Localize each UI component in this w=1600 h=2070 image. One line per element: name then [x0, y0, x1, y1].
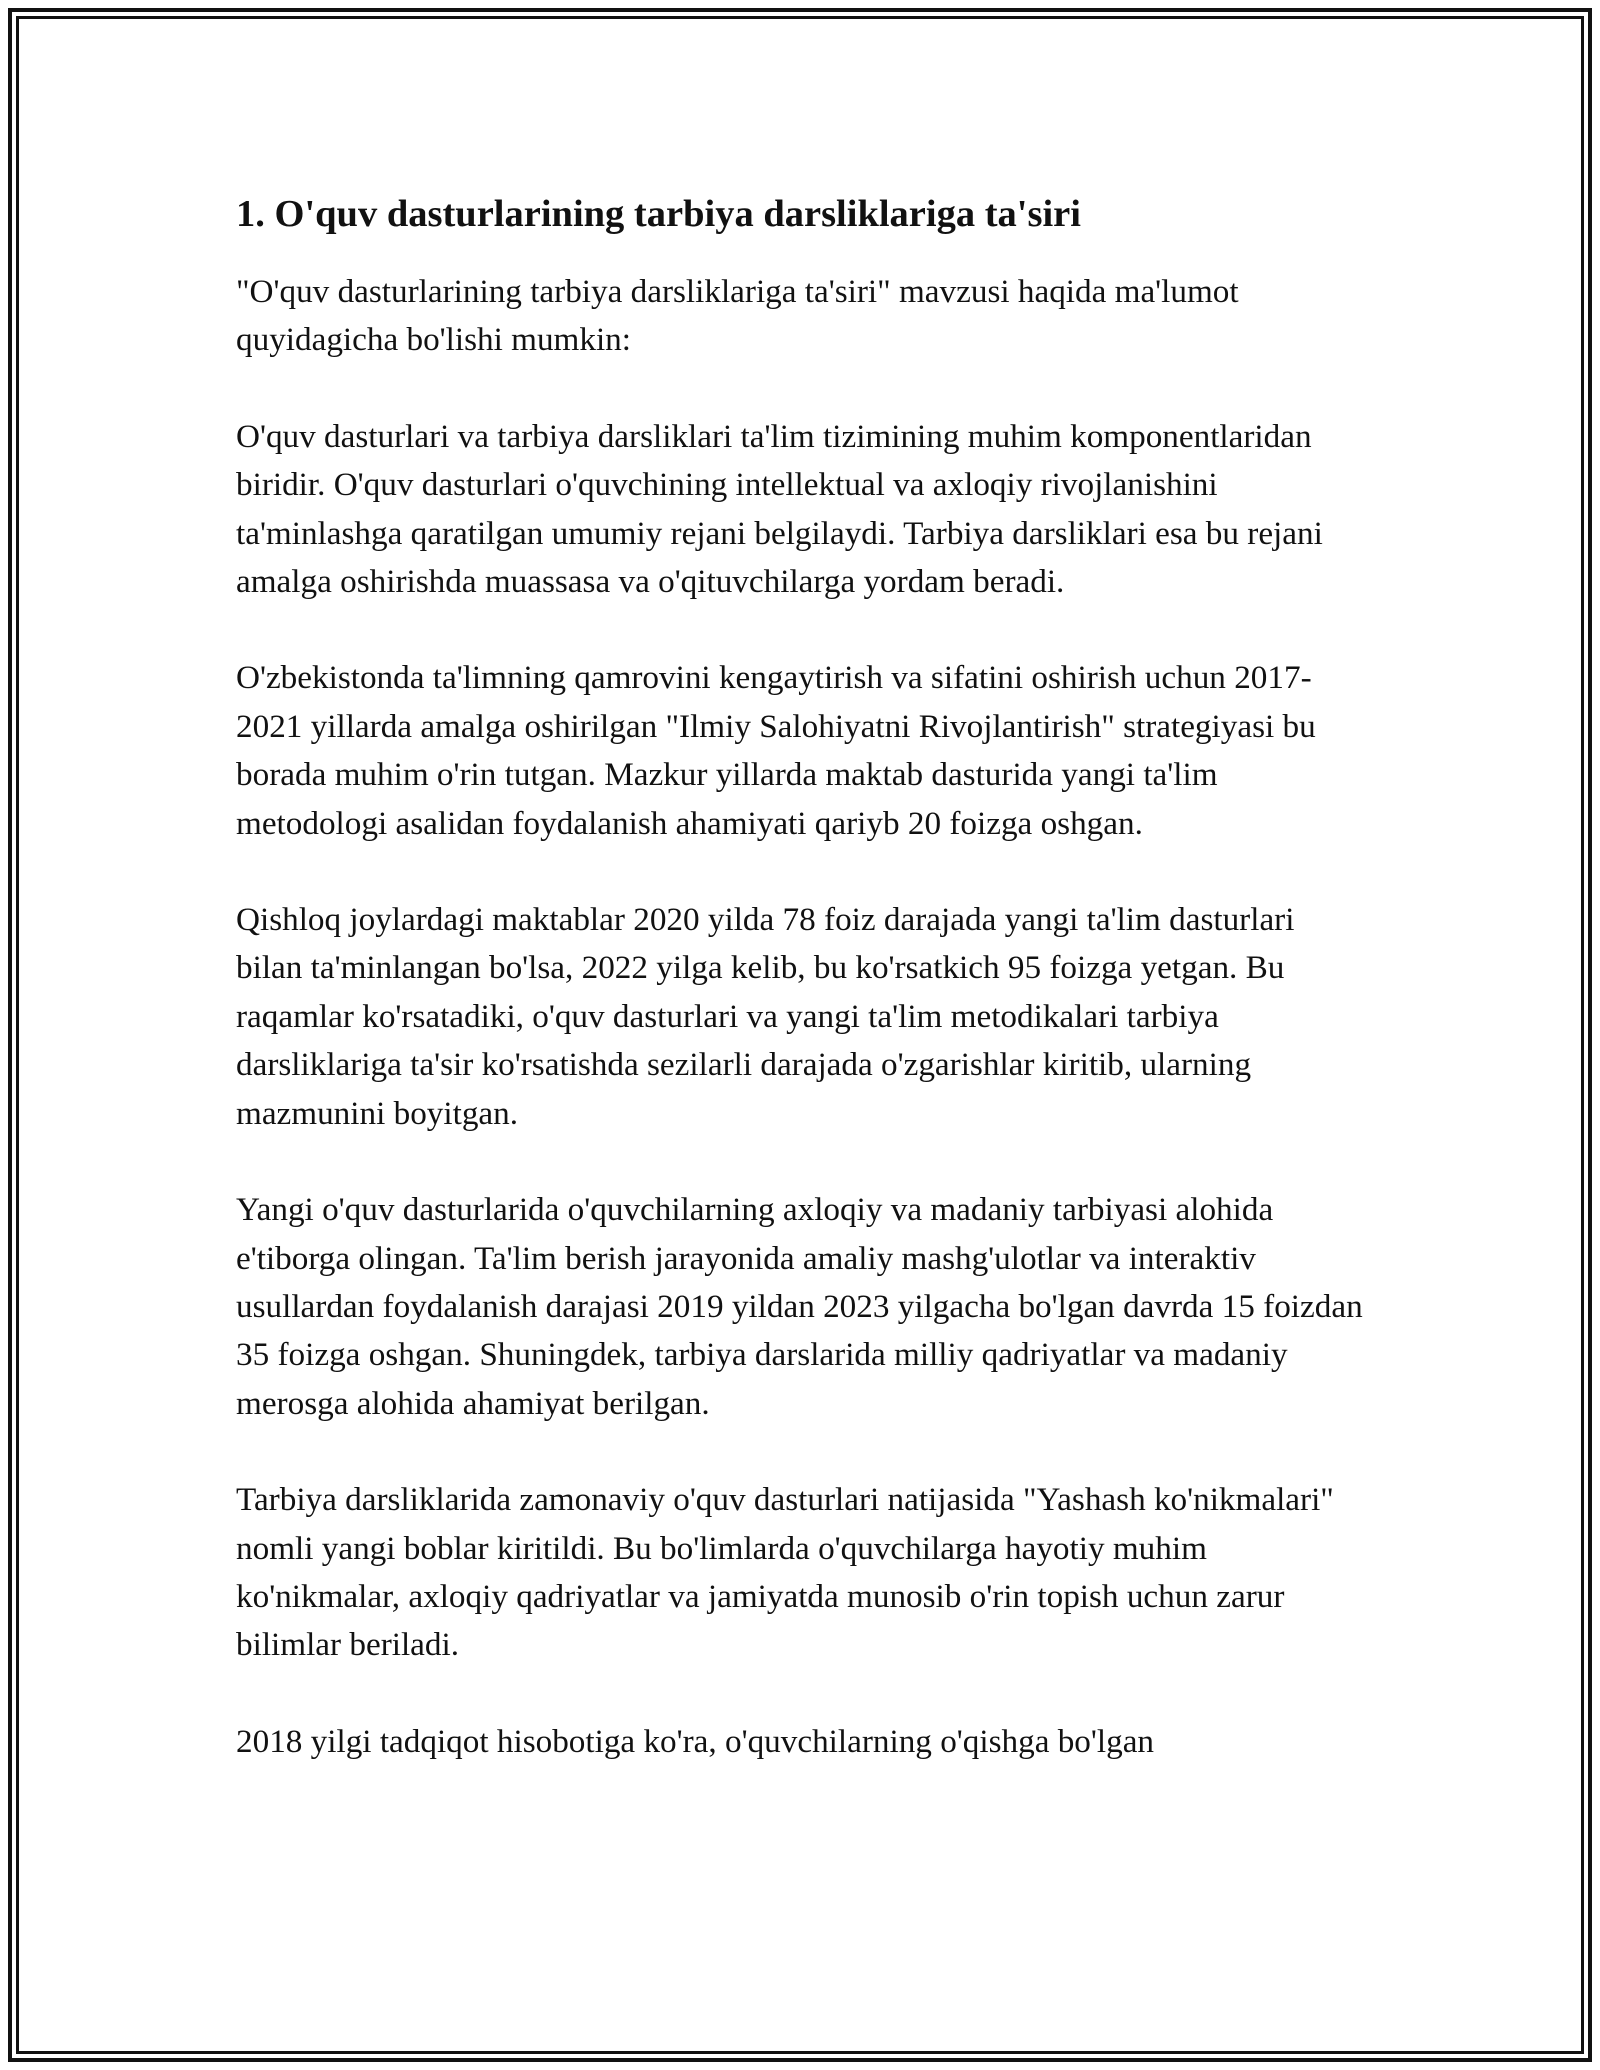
- paragraph-strategy: O'zbekistonda ta'limning qamrovini kengaytirish va sifatini oshirish uchun 2017-2021 yillarda amalga oshirilgan "Ilmiy Salohiyatni Rivojlantirish" strategiyasi bu borada muhim o'rin tutgan. Mazkur yillarda maktab dasturida yangi ta'lim metodologi asalidan foydalanish ahamiyati qariyb 20 foizga oshgan.: [236, 659, 1316, 842]
- paragraph-moral-education: Yangi o'quv dasturlarida o'quvchilarning axloqiy va madaniy tarbiyasi alohida e'tiborga olingan. Ta'lim berish jarayonida amaliy mashg'ulotlar va interaktiv usullardan foydalanish darajasi 2019 yildan 2023 yilgacha bo'lgan davrda 15 foizdan 35 foizga oshgan. Shuningdek, tarbiya darslarida milliy qadriyatlar va madaniy merosga alohida ahamiyat berilgan.: [236, 1191, 1363, 1422]
- document-title: 1. O'quv dasturlarining tarbiya darsliklariga ta'siri: [236, 193, 1081, 235]
- paragraph-intro: "O'quv dasturlarining tarbiya darsliklariga ta'siri" mavzusi haqida ma'lumot quyidagicha bo'lishi mumkin:: [236, 273, 1239, 359]
- paragraph-components: O'quv dasturlari va tarbiya darsliklari ta'lim tizimining muhim komponentlaridan biridir. O'quv dasturlari o'quvchining intellektual va axloqiy rivojlanishini ta'minlashga qaratilgan umumiy rejani belgilaydi. Tarbiya darsliklari esa bu rejani amalga oshirishda muassasa va o'qituvchilarga yordam beradi.: [236, 417, 1323, 601]
- paragraph-research-report: 2018 yilgi tadqiqot hisobotiga ko'ra, o'quvchilarning o'qishga bo'lgan: [236, 1722, 1155, 1760]
- paragraph-life-skills: Tarbiya darsliklarida zamonaviy o'quv dasturlari natijasida "Yashash ko'nikmalari" nomli yangi boblar kiritildi. Bu bo'limlarda o'quvchilarga hayotiy muhim ko'nikmalar, axloqiy qadriyatlar va jamiyatda munosib o'rin topish uchun zarur bilimlar beriladi.: [236, 1481, 1334, 1664]
- paragraph-rural-schools: Qishloq joylardagi maktablar 2020 yilda 78 foiz darajada yangi ta'lim dasturlari bilan ta'minlangan bo'lsa, 2022 yilga kelib, bu ko'rsatkich 95 foizga yetgan. Bu raqamlar ko'rsatadiki, o'quv dasturlari va yangi ta'lim metodikalari tarbiya darsliklariga ta'sir ko'rsatishda sezilarli darajada o'zgarishlar kiritib, ularning mazmunini boyitgan.: [236, 901, 1295, 1132]
- document-body: [236, 188, 1368, 1814]
